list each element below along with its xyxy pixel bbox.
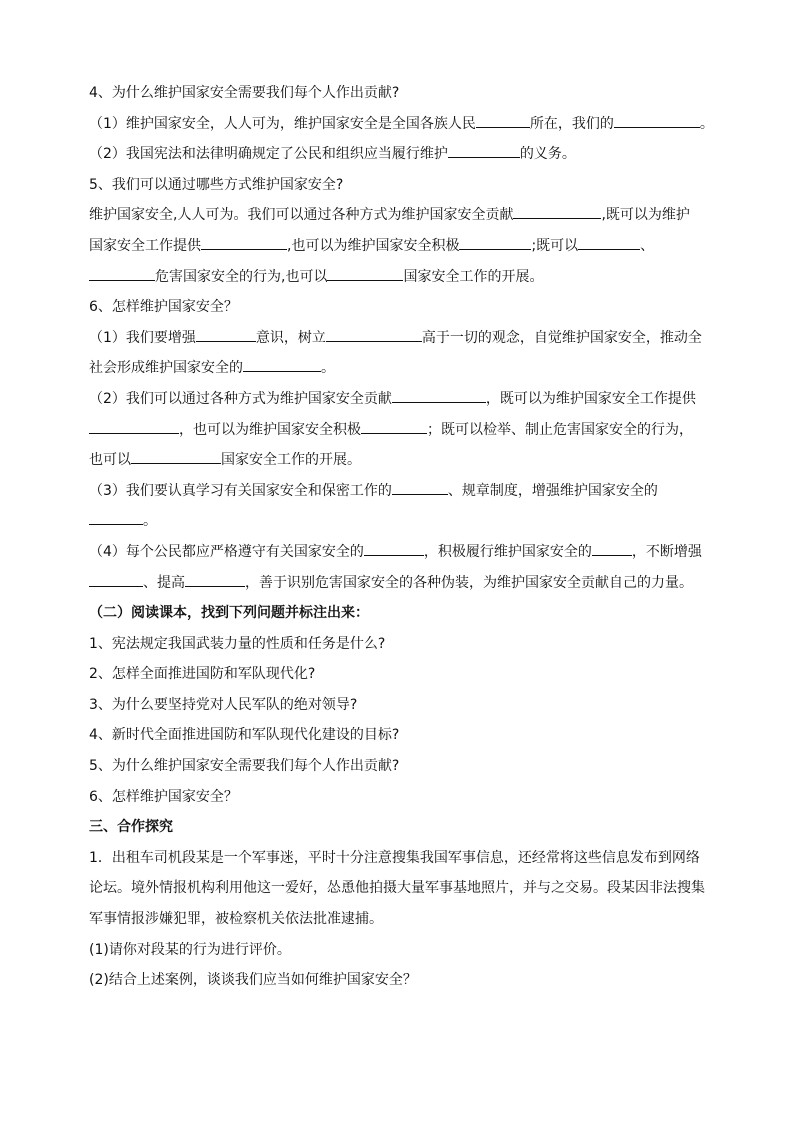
fill-blank[interactable] [89, 421, 179, 434]
q6-item-4-line-2: 、提高 ，善于识别危害国家安全的各种伪装，为维护国家安全贡献自己的力量。 [89, 568, 707, 599]
fill-blank[interactable] [131, 451, 221, 464]
case-paragraph-line-1: 1．出租车司机段某是一个军事迷，平时十分注意搜集我国军事信息，还经常将这些信息发布到网络 [89, 849, 700, 866]
q5-answer-line-3: 危害国家安全的行为,也可以 国家安全工作的开展。 [89, 262, 707, 293]
question-5-heading: 5、我们可以通过哪些方式维护国家安全? [89, 176, 344, 193]
q6-item-3-line-2: 。 [89, 506, 707, 537]
fill-blank[interactable] [361, 421, 427, 434]
fill-blank[interactable] [592, 543, 632, 556]
fill-blank[interactable] [196, 329, 256, 342]
fill-blank[interactable] [392, 482, 448, 495]
fill-blank[interactable] [392, 390, 486, 403]
fill-blank[interactable] [243, 359, 321, 372]
fill-blank[interactable] [364, 543, 424, 556]
q4-item-2: （2）我国宪法和法律明确规定了公民和组织应当履行维护 的义务。 [89, 146, 576, 163]
fill-blank[interactable] [327, 268, 403, 281]
reading-question-5: 5、为什么维护国家安全需要我们每个人作出贡献? [89, 758, 400, 775]
question-6-heading: 6、怎样维护国家安全？ [89, 299, 238, 316]
q6-item-2-line-3: 也可以 国家安全工作的开展。 [89, 452, 361, 469]
fill-blank[interactable] [476, 115, 530, 128]
case-question-2: (2)结合上述案例，谈谈我们应当如何维护国家安全？ [89, 972, 417, 989]
q5-answer-line-2: 国家安全工作提供 ,也可以为维护国家安全积极 ;既可以 、 [89, 237, 655, 254]
fill-blank[interactable] [448, 145, 520, 158]
fill-blank[interactable] [89, 268, 155, 281]
fill-blank[interactable] [201, 237, 287, 250]
fill-blank[interactable] [185, 574, 245, 587]
case-paragraph-line-2: 论坛。境外情报机构利用他这一爱好，怂恿他拍摄大量军事基地照片，并与之交易。段某因非法搜集 [89, 880, 705, 897]
q6-item-2-line-2: ，也可以为维护国家安全积极 ；既可以检举、制止危害国家安全的行为， [89, 415, 707, 446]
reading-question-4: 4、新时代全面推进国防和军队现代化建设的目标? [89, 727, 400, 744]
q6-item-2-line-1: （2）我们可以通过各种方式为维护国家安全贡献 ，既可以为维护国家安全工作提供 [89, 390, 696, 407]
fill-blank[interactable] [578, 237, 640, 250]
case-paragraph-line-3: 军事情报涉嫌犯罪，被检察机关依法批准逮捕。 [89, 911, 383, 928]
fill-blank[interactable] [614, 115, 700, 128]
question-4-heading: 4、为什么维护国家安全需要我们每个人作出贡献? [89, 85, 400, 101]
q6-item-1-line-2: 社会形成维护国家安全的 。 [89, 360, 335, 377]
reading-question-6: 6、怎样维护国家安全？ [89, 788, 238, 805]
reading-question-2: 2、怎样全面推进国防和军队现代化? [89, 666, 316, 683]
case-question-1: (1)请你对段某的行为进行评价。 [89, 941, 291, 958]
fill-blank[interactable] [513, 206, 601, 219]
reading-question-1: 1、宪法规定我国武装力量的性质和任务是什么? [89, 635, 386, 652]
q6-item-1-line-1: （1）我们要增强 意识，树立 高于一切的观念，自觉维护国家安全，推动全 [89, 329, 702, 346]
section-2-reading-heading: （二）阅读课本，找到下列问题并标注出来： [89, 605, 369, 622]
fill-blank[interactable] [326, 329, 422, 342]
q6-item-4-line-1: （4）每个公民都应严格遵守有关国家安全的 ，积极履行维护国家安全的 ，不断增强 [89, 543, 702, 560]
fill-blank[interactable] [89, 512, 143, 525]
q4-item-1: （1）维护国家安全，人人可为，维护国家安全是全国各族人民 所在，我们的 。 [89, 115, 714, 132]
fill-blank[interactable] [459, 237, 531, 250]
section-3-heading: 三、合作探究 [89, 819, 173, 836]
worksheet-body [89, 78, 714, 996]
q6-item-3-line-1: （3）我们要认真学习有关国家安全和保密工作的 、规章制度，增强维护国家安全的 [89, 482, 658, 499]
fill-blank[interactable] [89, 574, 143, 587]
q5-answer-line-1: 维护国家安全,人人可为。我们可以通过各种方式为维护国家安全贡献 ,既可以为维护 [89, 207, 690, 224]
reading-question-3: 3、为什么要坚持党对人民军队的绝对领导? [89, 696, 358, 713]
